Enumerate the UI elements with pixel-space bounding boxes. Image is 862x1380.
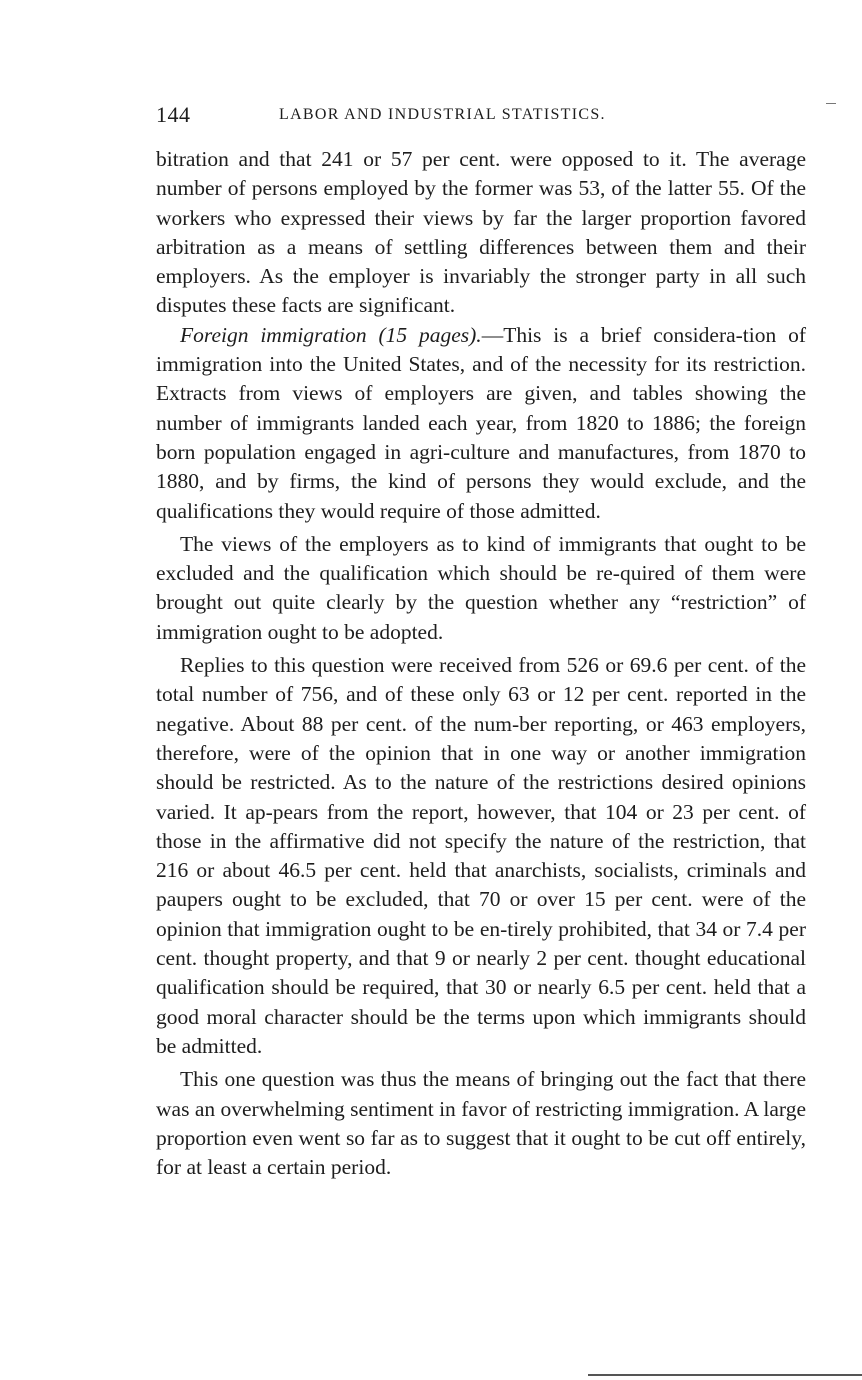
bottom-rule xyxy=(588,1374,862,1376)
paragraph-conclusion xyxy=(156,1065,806,1182)
running-header xyxy=(156,102,806,132)
paragraph-foreign-immigration xyxy=(156,321,806,526)
paragraph-employer-views xyxy=(156,530,806,647)
paragraph-text: Replies to this question were received from 526 or 69.6 per cent. of the total number of 756, and of these only 63 or 12 per cent. reported in the negative. About 88 per cent. of the num-ber reporting, or 463 employers, therefore, were of the opinion that in one way or another immigration should be restricted. As to the nature of the restrictions desired opinions varied. It ap-pears from the report, however, that 104 or 23 per cent. of those in the affirmative did not specify the nature of the restriction, that 216 or about 46.5 per cent. held that anarchists, socialists, criminals and paupers ought to be excluded, that 70 or over 15 per cent. were of the opinion that immigration ought to be en-tirely prohibited, that 34 or 7.4 per cent. thought property, and that 9 or nearly 2 per cent. thought educational qualification should be required, that 30 or nearly 6.5 per cent. held that a good moral character should be the terms upon which immigrants should be admitted. xyxy=(156,653,806,1058)
paragraph-continuation xyxy=(156,145,806,321)
paragraph-text: The views of the employers as to kind of immigrants that ought to be excluded and the qualification which should be re-quired of them were brought out quite clearly by the question whether any “restriction” of immigration ought to be adopted. xyxy=(156,531,806,644)
section-heading-inline: Foreign immigration (15 pages). xyxy=(180,322,482,347)
running-title: LABOR AND INDUSTRIAL STATISTICS. xyxy=(279,106,606,123)
body-text xyxy=(156,145,806,1182)
paragraph-text: This one question was thus the means of bringing out the fact that there was an overwhelming sentiment in favor of restricting immigration. A large proportion even went so far as to suggest that it ought to be cut off entirely, for at least a certain period. xyxy=(156,1067,806,1180)
paragraph-text: —This is a brief considera-tion of immigration into the United States, and of the necessity for its restriction. Extracts from views of employers are given, and tables showing the number of immigrants landed each year, from 1820 to 1886; the foreign born population engaged in agri-culture and manufactures, from 1870 to 1880, and by firms, the kind of persons they would exclude, and the qualifications they would require of those admitted. xyxy=(156,322,807,523)
page-number: 144 xyxy=(156,102,191,127)
corner-mark xyxy=(826,103,836,104)
paragraph-replies xyxy=(156,651,806,1061)
paragraph-text: bitration and that 241 or 57 per cent. were opposed to it. The average number of persons employed by the former was 53, of the latter 55. Of the workers who expressed their views by far the larger proportion favored arbitration as a means of settling differences between them and their employers. As the employer is invariably the stronger party in all such disputes these facts are significant. xyxy=(156,147,806,318)
